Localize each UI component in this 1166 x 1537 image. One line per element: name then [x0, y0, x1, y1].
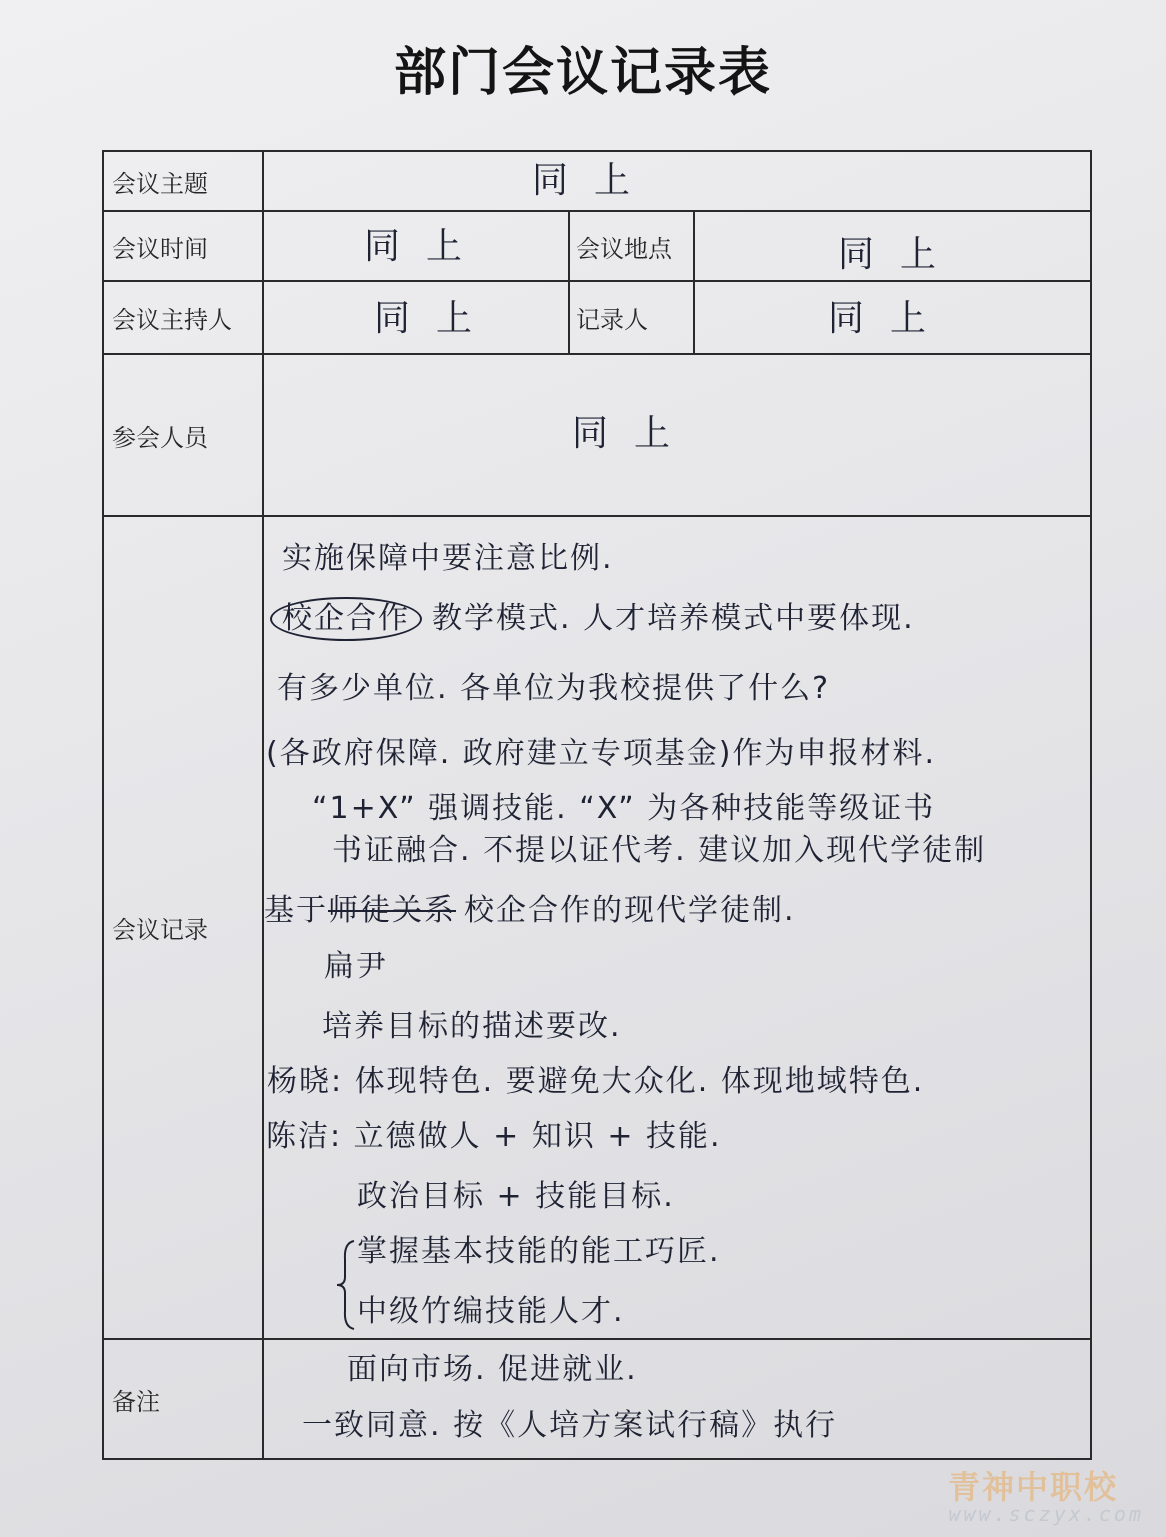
brace-mark: [335, 1239, 357, 1331]
remarks-label: 备注: [104, 1340, 264, 1460]
topic-cell: [264, 152, 1092, 212]
time-cell: [264, 212, 570, 282]
minutes-line: 杨晓: 体现特色. 要避免大众化. 体现地域特色.: [267, 1064, 925, 1099]
location-label: 会议地点: [570, 212, 695, 282]
minutes-line: 掌握基本技能的能工巧匠.: [357, 1234, 721, 1269]
minutes-line: 实施保障中要注意比例.: [282, 541, 614, 576]
minutes-line: 培养目标的描述要改.: [322, 1009, 622, 1044]
minutes-line: [264, 889, 796, 933]
minutes-cell: [264, 517, 1092, 1340]
host-label: 会议主持人: [104, 282, 264, 355]
document-title: 部门会议记录表: [393, 43, 772, 103]
location-cell: [695, 212, 1092, 282]
recorder-label: 记录人: [570, 282, 695, 355]
minutes-line: 政治目标 + 技能目标.: [357, 1179, 675, 1214]
minutes-line: 有多少单位. 各单位为我校提供了什么?: [277, 671, 830, 706]
attendees-cell: [264, 355, 1092, 517]
minutes-line: (各政府保障. 政府建立专项基金)作为申报材料.: [266, 736, 937, 771]
topic-label: 会议主题: [104, 152, 264, 212]
minutes-line: 中级竹编技能人才.: [357, 1294, 625, 1329]
meeting-record-table: [102, 150, 1092, 1460]
minutes-line-text: 教学模式. 人才培养模式中要体现.: [432, 601, 915, 636]
remarks-line: 一致同意. 按《人培方案试行稿》执行: [302, 1408, 838, 1443]
struck-through-text: 师徒关系: [328, 893, 456, 928]
minutes-line: 陈洁: 立德做人 + 知识 + 技能.: [266, 1119, 722, 1154]
minutes-line: “1+X” 强调技能. “X” 为各种技能等级证书: [312, 791, 936, 826]
minutes-line: [270, 597, 915, 641]
minutes-line: 扁尹: [324, 949, 388, 984]
minutes-line-text: 校企合作的现代学徒制.: [464, 893, 796, 928]
location-value: 同上: [838, 234, 963, 275]
watermark-site-url: www.sczyx.com: [948, 1502, 1144, 1526]
attendees-value: 同上: [572, 413, 697, 454]
time-label: 会议时间: [104, 212, 264, 282]
minutes-line-text: 基于: [264, 893, 328, 928]
attendees-label: 参会人员: [104, 355, 264, 517]
circled-phrase: 校企合作: [270, 597, 422, 641]
time-value: 同上: [364, 226, 489, 267]
minutes-line: 书证融合. 不提以证代考. 建议加入现代学徒制: [332, 833, 987, 868]
topic-value: 同上: [532, 160, 657, 201]
host-value: 同上: [374, 298, 499, 339]
remarks-cell: [264, 1340, 1092, 1460]
minutes-label: 会议记录: [104, 517, 264, 1340]
host-cell: [264, 282, 570, 355]
watermark-school-name: 青神中职校: [947, 1468, 1118, 1506]
recorder-cell: [695, 282, 1092, 355]
remarks-line: 面向市场. 促进就业.: [347, 1352, 638, 1387]
recorder-value: 同上: [828, 298, 953, 339]
